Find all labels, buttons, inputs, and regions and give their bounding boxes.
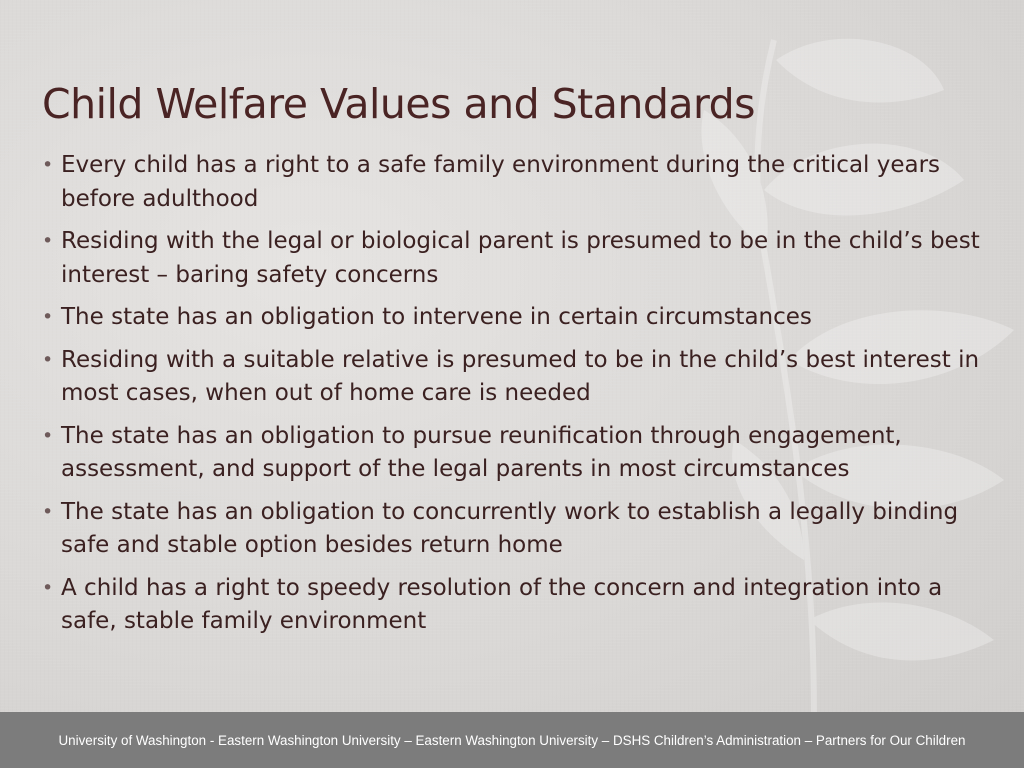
footer-bar [0,712,1024,768]
slide-title: Child Welfare Values and Standards [42,80,756,128]
bullet-item: • Every child has a right to a safe family environment during the critical years before adulthood [42,149,982,216]
leaf-shape [776,39,944,103]
bullet-item: • The state has an obligation to pursue reunification through engagement, assessment, and support of the legal parents in most circumstances [42,420,982,487]
bullet-list [42,149,982,648]
bullet-item: • The state has an obligation to intervene in certain circumstances [42,301,982,335]
bullet-item: • Residing with the legal or biological parent is presumed to be in the child’s best interest – baring safety concerns [42,225,982,292]
footer-text: University of Washington - Eastern Washington University – Eastern Washington University – DSHS Children’s Administration – Partners for Our Children [58,732,966,748]
bullet-item: • The state has an obligation to concurrently work to establish a legally binding safe and stable option besides return home [42,496,982,563]
bullet-item: • A child has a right to speedy resolution of the concern and integration into a safe, stable family environment [42,572,982,639]
bullet-item: • Residing with a suitable relative is presumed to be in the child’s best interest in most cases, when out of home care is needed [42,344,982,411]
